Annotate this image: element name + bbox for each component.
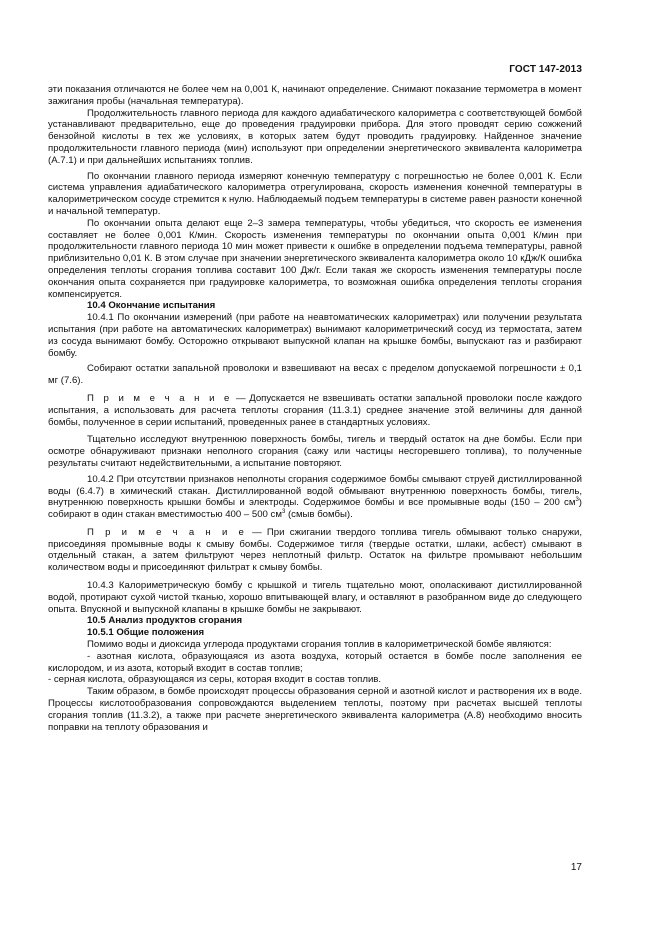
paragraph-temperature-rate: По окончании опыта делают еще 2–3 замера температуры, чтобы убедиться, что скорость ее изменения составляет не более 0,001 К/мин. Скорость изменения температуры по окончании опыта 0,001 К/мин при продолжительности главного периода 10 мин может привести к ошибке в определении подъема температуры, равной приблизительно 0,01 К. В этом случае при значении энергетического эквивалента калориметра около 10 кДж/К ошибка определения теплоты сгорания топлива составит 100 Дж/г. Если такая же скорость изменения температуры после окончания опыта сохраняется при градуировке калориметра, то возможная ошибка определения теплоты сгорания компенсируется. xyxy=(48,217,582,300)
paragraph-inspection: Тщательно исследуют внутреннюю поверхность бомбы, тигель и твердый остаток на дне бомбы. Если при осмотре обнаруживают признаки неполного сгорания (сажу или частицы несгоревшего топлива), то полученные результаты считают недействительными, а испытание повторяют. xyxy=(48,434,582,469)
note-text: — Допускается не взвешивать остатки запальной проволоки после каждого испытания, а использовать для расчета теплоты сгорания (11.3.1) среднее значение этой величины для данной бомбы, полученное в серии испытаний, проведенных ранее в стандартных условиях. xyxy=(48,392,582,428)
section-heading-combustion-analysis: 10.5 Анализ продуктов сгорания xyxy=(87,615,243,627)
note-text: — При сжигании твердого топлива тигель обмывают только снаружи, присоединяя промывные воды к смыву бомбы. Содержимое тигля (твердые остатки, шлаки, асбест) смывают в отдельный стакан, а затем фильтруют через неплотный фильтр. Остаток на фильтре промывают небольшим количеством воды и присоединяют фильтрат к смыву бомбы. xyxy=(48,526,583,574)
section-heading-test-end: 10.4 Окончание испытания xyxy=(87,300,216,312)
paragraph-combustion-products: Помимо воды и диоксида углерода продуктами сгорания топлив в калориметрической бомбе являются: xyxy=(87,639,552,651)
paragraph-10-4-2-text-end: (смыв бомбы). xyxy=(285,509,353,521)
list-item-sulfuric-acid: - серная кислота, образующаяся из серы, которая входит в состав топлив. xyxy=(48,674,382,686)
paragraph-final-temperature: По окончании главного периода измеряют конечную температуру с погрешностью не более 0,001 К. Если система управления адиабатического калориметра отрегулирована, скорость изменения конечной температуры в калориметрическом сосуде стремится к нулю. Наблюдаемый подъем температуры в системе равен разности конечной и начальной температур. xyxy=(48,170,582,217)
paragraph-main-period-duration: Продолжительность главного периода для каждого адиабатического калориметра с соответствующей бомбой устанавливают предварительно, еще до проведения градуировки прибора. Для этого проводят серию сожжений бензойной кислоты в тех же условиях, в которых затем будут проводить градуировку. Найденное значение продолжительности главного периода (мин) используют при определении энергетического эквивалента калориметра (А.7.1) и при дальнейших испытаниях топлив. xyxy=(48,107,582,166)
paragraph-10-4-2-text-start: 10.4.2 При отсутствии признаков неполноты сгорания содержимое бомбы смывают струей дистиллированной воды (6.4.7) в химический стакан. Дистиллированной водой обмывают внутреннюю поверхность бомбы, тигель, внутреннюю поверхность крышки бомбы и электроды. Содержимое бомбы и все промывные воды (150 – 200 см xyxy=(48,473,582,509)
note-label: П р и м е ч а н и е xyxy=(87,392,233,404)
paragraph-acid-formation: Таким образом, в бомбе происходят процессы образования серной и азотной кислот и растворения их в воде. Процессы кислотообразования сопровождаются выделением теплоты, поэтому при расчетах высшей теплоты сгорания топлив (11.3.2), а также при расчете энергетического эквивалента калориметра (А.8) необходимо вносить поправки на теплоту образования и xyxy=(48,686,582,733)
subsection-heading-general: 10.5.1 Общие положения xyxy=(87,627,205,639)
page-number: 17 xyxy=(570,862,582,873)
paragraph-initial-temperature: эти показания отличаются не более чем на 0,001 К, начинают определение. Снимают показание термометра в момент зажигания пробы (начальная температура). xyxy=(48,84,582,107)
paragraph-10-4-2-text-middle: ) собирают в один стакан вместимостью 400 – 500 см xyxy=(48,497,582,521)
document-body xyxy=(48,84,582,733)
list-item-nitric-acid: - азотная кислота, образующаяся из азота воздуха, который остается в бомбе после заполнения ее кислородом, и из азота, который входит в состав топлив; xyxy=(48,650,582,674)
paragraph-10-4-1: 10.4.1 По окончании измерений (при работе на неавтоматических калориметрах) или получении результата испытания (при работе на автоматических калориметрах) вынимают калориметрический сосуд из термостата, затем из сосуда вынимают бомбу. Осторожно открывают выпускной клапан на крышке бомбы, выпускают газ и разбирают бомбу. xyxy=(48,312,582,359)
superscript-cubic: 3 xyxy=(281,508,286,515)
note-solid-fuel xyxy=(48,527,582,574)
paragraph-wire-residue: Собирают остатки запальной проволоки и взвешивают на весах с пределом допускаемой погрешности ± 0,1 мг (7.6). xyxy=(48,363,582,387)
note-label: П р и м е ч а н и е xyxy=(87,526,247,538)
note-wire-residue xyxy=(48,393,582,428)
standard-header: ГОСТ 147-2013 xyxy=(509,64,582,75)
superscript-cubic: 3 xyxy=(575,497,579,504)
paragraph-10-4-3: 10.4.3 Калориметрическую бомбу с крышкой и тигель тщательно моют, ополаскивают дистиллированной водой, протирают сухой чистой тканью, хорошо впитывающей влагу, и оставляют в разобранном виде до следующего опыта. Впускной и выпускной клапаны в крышке бомбы не закрывают. xyxy=(48,580,582,615)
paragraph-10-4-2 xyxy=(48,474,582,521)
